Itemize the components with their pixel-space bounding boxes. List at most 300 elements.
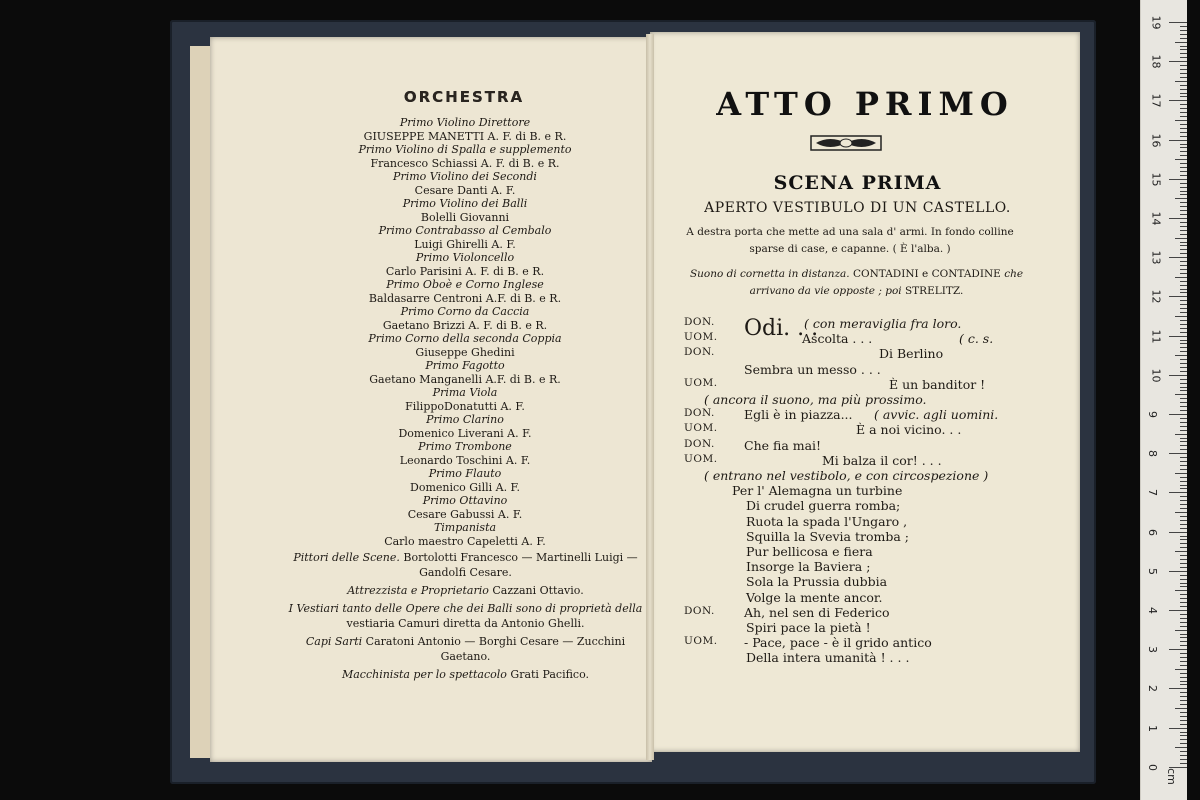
orchestra-member-name: Luigi Ghirelli A. F. — [414, 237, 516, 251]
ruler-number: 12 — [1149, 289, 1163, 304]
ruler-tick — [1175, 277, 1187, 278]
ruler-tick — [1180, 704, 1187, 705]
ruler-tick — [1180, 144, 1187, 145]
orchestra-role: Primo Violino Direttore — [399, 116, 531, 129]
crew-role: Attrezzista e Proprietario — [347, 584, 489, 597]
ruler-tick — [1180, 508, 1187, 509]
ruler-tick — [1180, 194, 1187, 195]
crew-names: vestiaria Camuri diretta da Antonio Ghelli. — [346, 617, 585, 630]
ruler-number: 3 — [1146, 646, 1159, 654]
orchestra-entry — [280, 521, 650, 548]
ruler-tick — [1169, 649, 1187, 650]
ruler-tick — [1180, 136, 1187, 137]
speaker-label: UOM. — [684, 452, 718, 465]
act-title: ATTO PRIMO — [716, 85, 1014, 123]
orchestra-member-name: Carlo Parisini A. F. di B. e R. — [385, 264, 545, 278]
orchestra-role: Primo Trombone — [418, 440, 512, 453]
ruler-tick — [1180, 343, 1187, 344]
orchestra-role: Timpanista — [433, 521, 497, 534]
ruler-number: 2 — [1146, 685, 1159, 693]
ruler-tick — [1180, 641, 1187, 642]
orchestra-member-name: Gaetano Manganelli A.F. di B. e R. — [369, 372, 561, 386]
ruler-number: 6 — [1146, 528, 1159, 536]
ruler-tick — [1180, 167, 1187, 168]
ruler-tick — [1180, 606, 1187, 607]
ruler-tick — [1180, 496, 1187, 497]
ruler-tick — [1175, 198, 1187, 199]
ruler-number: 4 — [1146, 607, 1159, 614]
orchestra-list — [280, 116, 650, 548]
verse-text: Di Berlino — [879, 346, 944, 362]
ruler-tick — [1180, 516, 1187, 517]
orchestra-role: Primo Violino dei Balli — [402, 197, 528, 210]
stage-aside: ( entrano nel vestibolo, e con circospezione ) — [704, 468, 989, 483]
ruler-tick — [1180, 547, 1187, 548]
ruler-tick — [1180, 755, 1187, 756]
verse-text: Ascolta . . . — [802, 331, 873, 347]
orchestra-entry — [280, 305, 650, 332]
ornament-icon — [810, 134, 882, 152]
orchestra-entry — [280, 170, 650, 197]
ruler-tick — [1180, 77, 1187, 78]
ruler-tick — [1175, 316, 1187, 317]
orchestra-member-name: Gaetano Brizzi A. F. di B. e R. — [382, 318, 548, 332]
ruler-tick — [1180, 308, 1187, 309]
ruler-tick — [1169, 414, 1187, 415]
ruler-tick — [1180, 222, 1187, 223]
orchestra-role: Primo Contrabasso al Cembalo — [378, 224, 552, 237]
orchestra-entry — [280, 251, 650, 278]
ruler-tick — [1180, 477, 1187, 478]
ruler-tick — [1175, 630, 1187, 631]
ruler-tick — [1180, 614, 1187, 615]
ruler-tick — [1175, 81, 1187, 82]
stage-aside: ( con meraviglia fra loro. — [804, 316, 962, 331]
sound-direction-italic: che — [1004, 268, 1024, 280]
ruler-tick — [1180, 104, 1187, 105]
ruler-number: 1 — [1146, 724, 1159, 732]
ruler-tick — [1180, 304, 1187, 305]
ruler-tick — [1180, 261, 1187, 262]
ruler-tick — [1180, 93, 1187, 94]
ruler-tick — [1180, 465, 1187, 466]
verse-text: Pur bellicosa e fiera — [746, 544, 873, 559]
ruler-unit: cm — [1164, 768, 1178, 785]
orchestra-member-name: Giuseppe Ghedini — [415, 345, 515, 359]
ruler-number: 19 — [1149, 15, 1163, 30]
ruler-tick — [1180, 692, 1187, 693]
ruler-tick — [1180, 53, 1187, 54]
crew-role: Macchinista per lo spettacolo — [341, 668, 507, 681]
ruler-tick — [1169, 688, 1187, 689]
ruler-tick — [1180, 273, 1187, 274]
verse-text: Volge la mente ancor. — [746, 589, 883, 605]
ruler-tick — [1180, 49, 1187, 50]
ruler-tick — [1180, 438, 1187, 439]
ruler-tick — [1180, 96, 1187, 97]
ruler-tick — [1180, 677, 1187, 678]
ruler-tick — [1180, 594, 1187, 595]
ruler-tick — [1180, 292, 1187, 293]
stage-aside: ( avvic. agli uomini. — [874, 407, 999, 423]
ruler-tick — [1169, 571, 1187, 572]
ruler-tick — [1180, 661, 1187, 662]
ruler-tick — [1169, 140, 1187, 141]
ruler-tick — [1180, 328, 1187, 329]
crew-names: Cazzani Ottavio. — [488, 584, 584, 597]
crew-names: Grati Pacifico. — [506, 668, 590, 681]
ruler-tick — [1175, 512, 1187, 513]
ruler-tick — [1180, 469, 1187, 470]
orchestra-member-name: GIUSEPPE MANETTI A. F. di B. e R. — [363, 129, 567, 143]
ruler-tick — [1180, 645, 1187, 646]
ruler-tick — [1169, 218, 1187, 219]
orchestra-role: Primo Clarino — [426, 413, 504, 426]
ruler-tick — [1180, 418, 1187, 419]
verse-text: Ruota la spada l'Ungaro , — [746, 513, 908, 529]
ruler-tick — [1180, 763, 1187, 764]
stage-aside: ( ancora il suono, ma più prossimo. — [704, 392, 927, 407]
ruler-tick — [1180, 567, 1187, 568]
ruler-tick — [1180, 445, 1187, 446]
ruler-tick — [1180, 214, 1187, 215]
ruler-tick — [1180, 202, 1187, 203]
verse-text: - Pace, pace - è il grido antico — [744, 635, 932, 651]
ruler-tick — [1180, 539, 1187, 540]
ruler-tick — [1169, 61, 1187, 62]
ruler-tick — [1180, 206, 1187, 207]
ruler-tick — [1180, 653, 1187, 654]
scene-title: SCENA PRIMA — [773, 172, 942, 194]
ruler-tick — [1180, 249, 1187, 250]
verse-text: Odi. . . — [744, 316, 819, 341]
speaker-label: DON. — [684, 316, 715, 328]
ruler-tick — [1180, 245, 1187, 246]
orchestra-role: Primo Corno della seconda Coppia — [368, 332, 562, 345]
ruler-tick — [1180, 634, 1187, 635]
ruler-tick — [1180, 488, 1187, 489]
ruler-tick — [1180, 363, 1187, 364]
orchestra-member-name: Cesare Danti A. F. — [414, 183, 516, 197]
ruler-tick — [1180, 73, 1187, 74]
verse-text: Spiri pace la pietà ! — [746, 620, 871, 635]
ruler-tick — [1180, 735, 1187, 736]
orchestra-entry — [280, 143, 650, 170]
ruler-tick — [1180, 481, 1187, 482]
ruler-number: 15 — [1149, 172, 1163, 187]
scene-setting: APERTO VESTIBULO DI UN CASTELLO. — [704, 200, 1011, 216]
stage-direction-line: sparse di case, e capanne. ( È l'alba. ) — [749, 243, 951, 255]
ruler-number: 16 — [1149, 133, 1163, 148]
ruler-tick — [1180, 112, 1187, 113]
ruler-tick — [1180, 598, 1187, 599]
verse-text: È un banditor ! — [889, 376, 986, 392]
ruler-tick — [1180, 85, 1187, 86]
crew-entry — [288, 634, 643, 664]
crew-entry — [288, 583, 643, 598]
verse-text: È a noi vicino. . . — [856, 422, 962, 438]
orchestra-entry — [280, 359, 650, 386]
ruler-tick — [1180, 351, 1187, 352]
ruler-number: 17 — [1149, 93, 1163, 108]
ruler-tick — [1169, 257, 1187, 258]
ruler-tick — [1180, 65, 1187, 66]
crew-entry — [288, 667, 643, 682]
ruler-tick — [1180, 242, 1187, 243]
ruler-tick — [1169, 453, 1187, 454]
ruler-tick — [1180, 461, 1187, 462]
ruler-tick — [1169, 610, 1187, 611]
verse-text: Mi balza il cor! . . . — [822, 452, 942, 468]
ruler-tick — [1180, 430, 1187, 431]
ruler-tick — [1180, 720, 1187, 721]
ruler-tick — [1169, 375, 1187, 376]
ruler-tick — [1180, 230, 1187, 231]
sound-direction-text: CONTADINI e CONTADINE — [852, 268, 1001, 280]
ruler-tick — [1180, 46, 1187, 47]
orchestra-entry — [280, 197, 650, 224]
ruler-tick — [1180, 563, 1187, 564]
orchestra-member-name: Domenico Liverani A. F. — [398, 426, 532, 440]
ruler-tick — [1180, 132, 1187, 133]
ruler-tick — [1169, 296, 1187, 297]
ruler-tick — [1180, 696, 1187, 697]
crew-entry — [288, 601, 643, 631]
ruler-tick — [1180, 108, 1187, 109]
ruler-tick — [1180, 684, 1187, 685]
speaker-label: DON. — [684, 407, 715, 420]
ruler-tick — [1180, 543, 1187, 544]
ruler-number: 18 — [1149, 54, 1163, 69]
orchestra-role: Primo Ottavino — [422, 494, 508, 507]
verse-text: Egli è in piazza... — [744, 407, 853, 423]
orchestra-role: Primo Oboè e Corno Inglese — [386, 278, 544, 291]
orchestra-member-name: Domenico Gilli A. F. — [410, 480, 520, 494]
sound-direction-italic: arrivano da vie opposte ; poi — [749, 285, 902, 297]
ruler-tick — [1175, 394, 1187, 395]
ruler-tick — [1175, 355, 1187, 356]
ruler-tick — [1180, 575, 1187, 576]
ruler-tick — [1169, 492, 1187, 493]
orchestra-role: Primo Flauto — [428, 467, 502, 480]
ruler-tick — [1175, 42, 1187, 43]
ruler-tick — [1180, 555, 1187, 556]
ruler-tick — [1180, 371, 1187, 372]
ruler-tick — [1180, 191, 1187, 192]
ruler-number: 14 — [1149, 211, 1163, 226]
ruler-tick — [1180, 57, 1187, 58]
ruler-tick — [1180, 657, 1187, 658]
ruler-tick — [1180, 716, 1187, 717]
ruler-tick — [1180, 441, 1187, 442]
ruler-tick — [1180, 387, 1187, 388]
orchestra-role: Primo Corno da Caccia — [400, 305, 530, 318]
verse-text: Che fia mai! — [744, 437, 822, 453]
ruler-tick — [1169, 728, 1187, 729]
ruler-tick — [1180, 183, 1187, 184]
orchestra-entry — [280, 386, 650, 413]
ruler-tick — [1180, 340, 1187, 341]
orchestra-title: ORCHESTRA — [403, 88, 525, 106]
ruler-tick — [1175, 708, 1187, 709]
speaker-label: UOM. — [684, 331, 718, 344]
ruler-tick — [1180, 559, 1187, 560]
stage-direction — [680, 224, 1020, 258]
ruler-tick — [1175, 747, 1187, 748]
ruler-tick — [1180, 579, 1187, 580]
verse-text: Sola la Prussia dubbia — [746, 574, 888, 590]
ruler-tick — [1180, 30, 1187, 31]
ruler-tick — [1180, 390, 1187, 391]
orchestra-entry — [280, 278, 650, 305]
ruler-tick — [1180, 665, 1187, 666]
verse-text: Della intera umanità ! . . . — [746, 650, 910, 666]
sound-direction-italic: Suono di cornetta in distanza. — [689, 268, 850, 280]
orchestra-member-name: FilippoDonatutti A. F. — [405, 399, 525, 413]
crew-entry — [288, 550, 643, 580]
ruler-tick — [1180, 151, 1187, 152]
ruler-tick — [1180, 618, 1187, 619]
ruler-tick — [1169, 532, 1187, 533]
ruler-tick — [1180, 320, 1187, 321]
ruler-tick — [1180, 347, 1187, 348]
ruler-tick — [1180, 602, 1187, 603]
ruler-tick — [1180, 155, 1187, 156]
ruler-tick — [1180, 285, 1187, 286]
ruler-tick — [1175, 669, 1187, 670]
ruler-tick — [1180, 234, 1187, 235]
orchestra-role: Primo Fagotto — [425, 359, 505, 372]
orchestra-entry — [280, 224, 650, 251]
ruler-tick — [1180, 524, 1187, 525]
orchestra-member-name: Leonardo Toschini A. F. — [399, 453, 531, 467]
ruler-tick — [1180, 26, 1187, 27]
ruler-tick — [1180, 583, 1187, 584]
ruler-tick — [1180, 759, 1187, 760]
ruler-tick — [1180, 38, 1187, 39]
orchestra-entry — [280, 332, 650, 359]
crew-role: I Vestiari tanto delle Opere che dei Balli sono di proprietà della — [288, 602, 643, 615]
ruler-tick — [1180, 500, 1187, 501]
orchestra-role: Primo Violoncello — [415, 251, 515, 264]
ruler-tick — [1180, 449, 1187, 450]
speaker-label: UOM. — [684, 635, 718, 648]
ruler-tick — [1180, 410, 1187, 411]
stage-direction-line: A destra porta che mette ad una sala d' armi. In fondo colline — [686, 226, 1014, 238]
ruler-number: 8 — [1146, 450, 1159, 458]
ruler-tick — [1180, 520, 1187, 521]
measuring-ruler — [1140, 0, 1187, 800]
ruler-tick — [1180, 124, 1187, 125]
verse-text: Squilla la Svevia tromba ; — [746, 528, 909, 544]
ruler-tick — [1180, 226, 1187, 227]
sound-direction — [684, 266, 1029, 300]
ruler-tick — [1180, 69, 1187, 70]
ruler-tick — [1169, 336, 1187, 337]
ruler-tick — [1180, 253, 1187, 254]
orchestra-entry — [280, 440, 650, 467]
orchestra-member-name: Francesco Schiassi A. F. di B. e R. — [370, 156, 560, 170]
speaker-label: UOM. — [684, 376, 718, 389]
ruler-tick — [1180, 379, 1187, 380]
ruler-tick — [1180, 116, 1187, 117]
ruler-tick — [1180, 724, 1187, 725]
ruler-tick — [1175, 434, 1187, 435]
ruler-tick — [1180, 626, 1187, 627]
ruler-tick — [1169, 22, 1187, 23]
verse-text: Ah, nel sen di Federico — [744, 604, 890, 620]
ruler-number: 7 — [1146, 489, 1159, 497]
ruler-tick — [1180, 637, 1187, 638]
ruler-tick — [1180, 34, 1187, 35]
ruler-tick — [1175, 551, 1187, 552]
ruler-number: 10 — [1149, 368, 1163, 383]
ruler-tick — [1180, 700, 1187, 701]
ruler-tick — [1180, 673, 1187, 674]
ruler-tick — [1180, 504, 1187, 505]
orchestra-entry — [280, 467, 650, 494]
ruler-tick — [1180, 422, 1187, 423]
ruler-tick — [1180, 743, 1187, 744]
verse-text: Per l' Alemagna un turbine — [732, 483, 903, 499]
ruler-tick — [1180, 485, 1187, 486]
ruler-tick — [1180, 383, 1187, 384]
ruler-tick — [1180, 89, 1187, 90]
ruler-tick — [1169, 179, 1187, 180]
ruler-tick — [1180, 426, 1187, 427]
orchestra-entry — [280, 494, 650, 521]
ruler-tick — [1175, 473, 1187, 474]
crew-list — [288, 550, 643, 685]
ruler-tick — [1180, 732, 1187, 733]
stage-aside: ( c. s. — [959, 331, 994, 347]
verse-text: Di crudel guerra romba; — [746, 498, 901, 514]
speaker-label: UOM. — [684, 422, 718, 435]
ruler-tick — [1180, 281, 1187, 282]
crew-names: Caratoni Antonio — Borghi Cesare — Zucchini Gaetano. — [362, 635, 626, 663]
ruler-tick — [1180, 187, 1187, 188]
ruler-tick — [1180, 210, 1187, 211]
ruler-number: 13 — [1149, 250, 1163, 265]
ruler-tick — [1175, 238, 1187, 239]
ruler-tick — [1180, 402, 1187, 403]
verse-text: Sembra un messo . . . — [744, 361, 881, 377]
ruler-tick — [1180, 457, 1187, 458]
orchestra-role: Primo Violino di Spalla e supplemento — [358, 143, 572, 156]
ruler-number: 9 — [1146, 411, 1159, 418]
speaker-label: DON. — [684, 604, 715, 617]
speaker-label: DON. — [684, 346, 715, 359]
ruler-tick — [1180, 739, 1187, 740]
orchestra-member-name: Bolelli Giovanni — [420, 210, 510, 224]
ruler-tick — [1180, 175, 1187, 176]
ruler-tick — [1180, 751, 1187, 752]
orchestra-member-name: Carlo maestro Capeletti A. F. — [384, 534, 546, 548]
ruler-tick — [1180, 536, 1187, 537]
ruler-tick — [1180, 269, 1187, 270]
ruler-tick — [1175, 159, 1187, 160]
sound-direction-text: STRELITZ. — [904, 285, 964, 297]
ruler-tick — [1180, 147, 1187, 148]
verse-text: Insorge la Baviera ; — [746, 559, 871, 575]
orchestra-member-name: Cesare Gabussi A. F. — [407, 507, 523, 521]
ruler-tick — [1175, 590, 1187, 591]
orchestra-entry — [280, 413, 650, 440]
orchestra-entry — [280, 116, 650, 143]
speaker-label: DON. — [684, 437, 715, 450]
ruler-tick — [1175, 120, 1187, 121]
ruler-tick — [1180, 586, 1187, 587]
